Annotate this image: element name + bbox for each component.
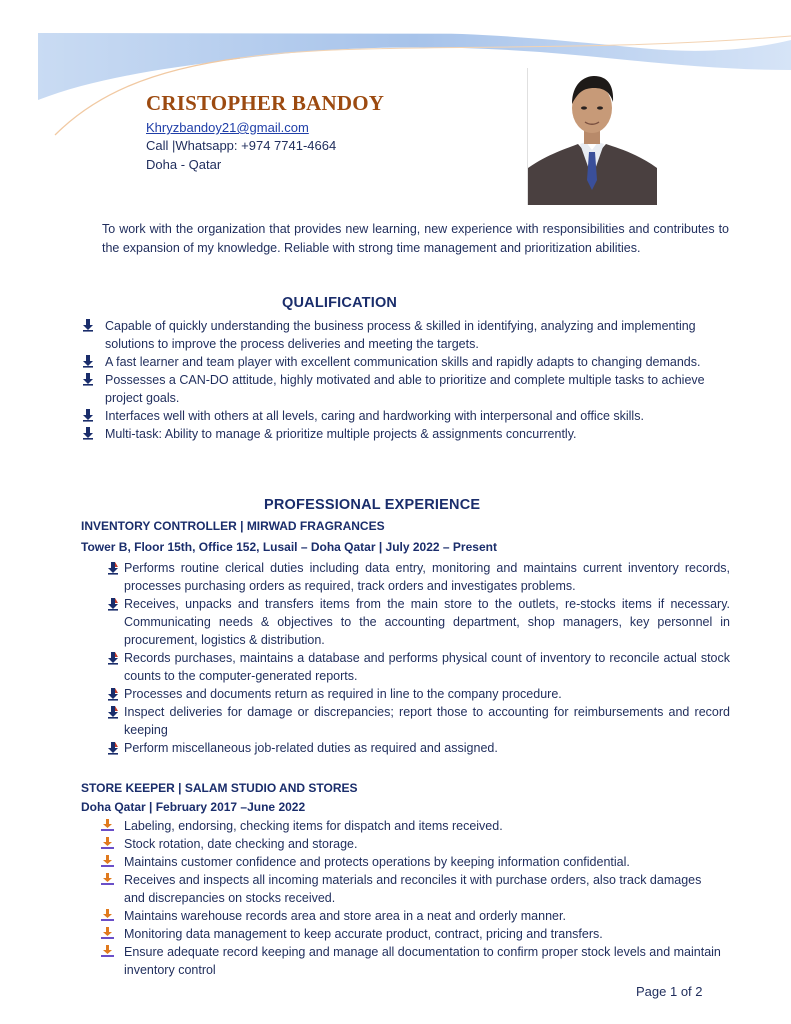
- job-duty-item: Stock rotation, date checking and storage.: [98, 835, 723, 853]
- arrow-bullet-icon: [107, 741, 119, 755]
- job-duty-item: Maintains customer confidence and protects operations by keeping information confidential.: [98, 853, 723, 871]
- job-duty-item: Maintains warehouse records area and store area in a neat and orderly manner.: [98, 907, 723, 925]
- job-duty-item: Records purchases, maintains a database and performs physical count of inventory to reconcile actual stock counts to the computer-generated reports.: [105, 649, 730, 685]
- orange-arrow-bullet-icon: [101, 819, 114, 831]
- profile-photo: [527, 68, 657, 205]
- orange-arrow-bullet-icon: [101, 873, 114, 885]
- job-duty-item: Ensure adequate record keeping and manage all documentation to confirm proper stock levels and maintain inventory control: [98, 943, 723, 979]
- header-wave-decoration: [0, 0, 791, 140]
- orange-arrow-bullet-icon: [101, 855, 114, 867]
- qualification-item: Possesses a CAN-DO attitude, highly motivated and able to prioritize and complete multiple tasks to achieve project goals.: [80, 371, 730, 407]
- arrow-bullet-icon: [82, 426, 94, 440]
- job-duties-list: [105, 559, 730, 757]
- job-subtitle: Tower B, Floor 15th, Office 152, Lusail – Doha Qatar | July 2022 – Present: [81, 540, 497, 554]
- qualification-item: Multi-task: Ability to manage & prioritize multiple projects & assignments concurrently.: [80, 425, 730, 443]
- arrow-bullet-icon: [107, 561, 119, 575]
- arrow-bullet-icon: [107, 705, 119, 719]
- qualification-item: Capable of quickly understanding the business process & skilled in identifying, analyzing and implementing solutions to improve the process deliveries and meeting the targets.: [80, 317, 730, 353]
- job-duty-item: Perform miscellaneous job-related duties as required and assigned.: [105, 739, 730, 757]
- job-duty-item: Monitoring data management to keep accurate product, contract, pricing and transfers.: [98, 925, 723, 943]
- orange-arrow-bullet-icon: [101, 945, 114, 957]
- arrow-bullet-icon: [107, 651, 119, 665]
- qualification-item: A fast learner and team player with excellent communication skills and rapidly adapts to changing demands.: [80, 353, 730, 371]
- job-duties-list: [98, 817, 723, 979]
- candidate-name: CRISTOPHER BANDOY: [146, 91, 385, 115]
- arrow-bullet-icon: [82, 354, 94, 368]
- experience-heading: PROFESSIONAL EXPERIENCE: [264, 497, 481, 513]
- qualification-list: [80, 317, 730, 443]
- job-title: STORE KEEPER | SALAM STUDIO AND STORES: [81, 781, 358, 795]
- job-duty-item: Processes and documents return as required in line to the company procedure.: [105, 685, 730, 703]
- job-duty-item: Receives, unpacks and transfers items from the main store to the outlets, re-stocks items if necessary. Communicating needs & objectives to the accounting department, shop managers, key personnel in procurement, logistics & distribution.: [105, 595, 730, 649]
- job-duty-item: Receives and inspects all incoming materials and reconciles it with purchase orders, also track damages and discrepancies on stocks received.: [98, 871, 723, 907]
- arrow-bullet-icon: [82, 372, 94, 386]
- job-duty-item: Performs routine clerical duties including data entry, monitoring and maintains current inventory records, processes purchasing orders as required, track orders and investigates problems.: [105, 559, 730, 595]
- qualification-item: Interfaces well with others at all levels, caring and hardworking with interpersonal and office skills.: [80, 407, 730, 425]
- arrow-bullet-icon: [82, 318, 94, 332]
- job-duty-item: Labeling, endorsing, checking items for dispatch and items received.: [98, 817, 723, 835]
- orange-arrow-bullet-icon: [101, 927, 114, 939]
- job-title: INVENTORY CONTROLLER | MIRWAD FRAGRANCES: [81, 519, 385, 533]
- orange-arrow-bullet-icon: [101, 837, 114, 849]
- orange-arrow-bullet-icon: [101, 909, 114, 921]
- qualification-heading: QUALIFICATION: [282, 295, 398, 311]
- email-link[interactable]: Khryzbandoy21@gmail.com: [146, 120, 309, 135]
- arrow-bullet-icon: [107, 597, 119, 611]
- page-number: Page 1 of 2: [636, 984, 703, 999]
- objective-paragraph: To work with the organization that provides new learning, new experience with responsibilities and contributes to the expansion of my knowledge. Reliable with strong time management and prioritization abilities.: [102, 222, 729, 255]
- location-text: Doha - Qatar: [146, 157, 222, 172]
- arrow-bullet-icon: [82, 408, 94, 422]
- job-subtitle: Doha Qatar | February 2017 –June 2022: [81, 800, 306, 814]
- arrow-bullet-icon: [107, 687, 119, 701]
- phone-text: Call |Whatsapp: +974 7741-4664: [146, 138, 337, 153]
- job-duty-item: Inspect deliveries for damage or discrepancies; report those to accounting for reimbursements and record keeping: [105, 703, 730, 739]
